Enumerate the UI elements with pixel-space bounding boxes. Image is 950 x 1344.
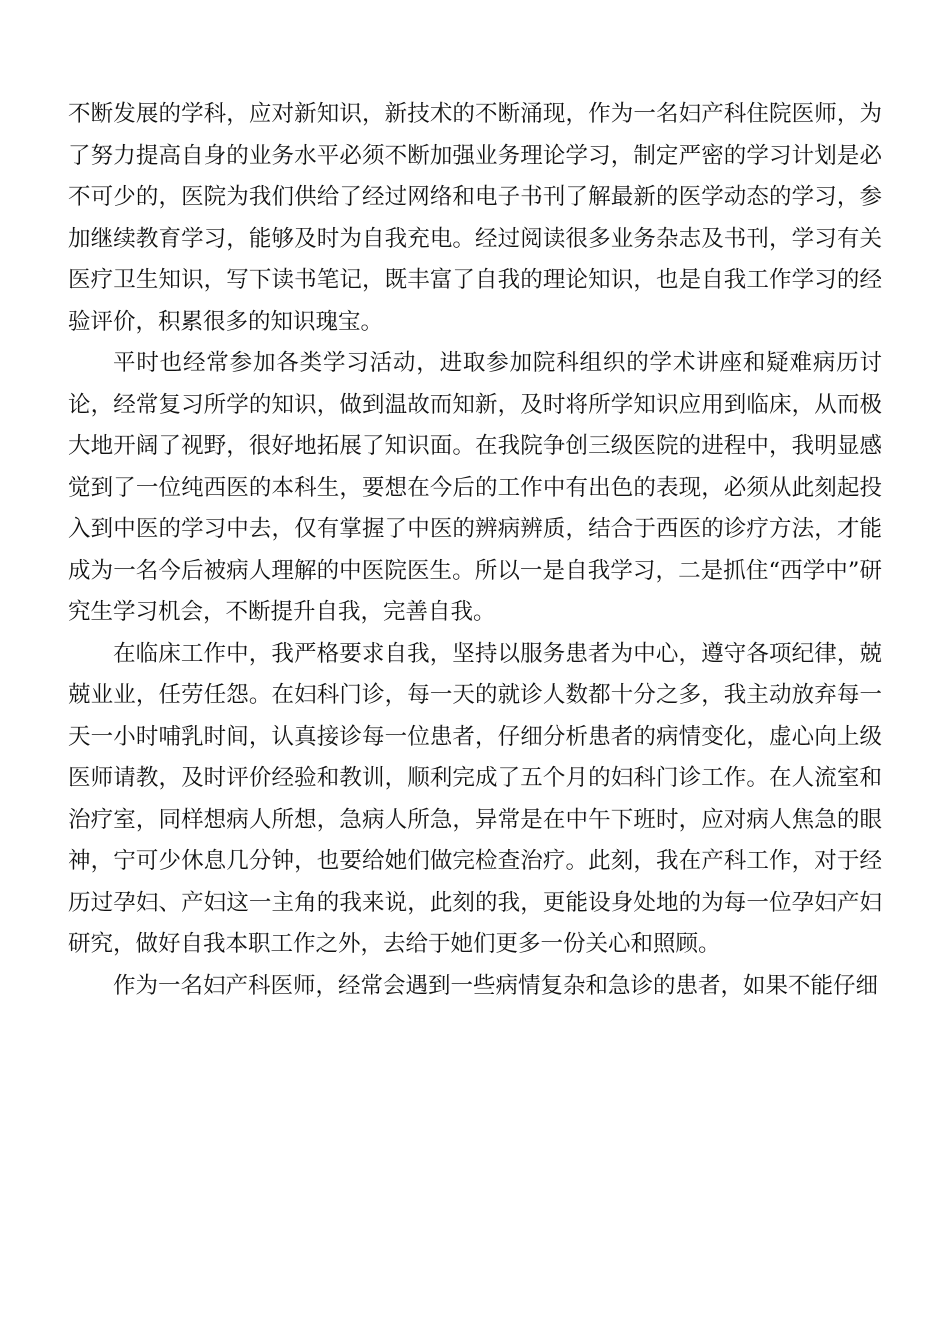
paragraph-4: 作为一名妇产科医师，经常会遇到一些病情复杂和急诊的患者，如果不能仔细 [113, 972, 879, 999]
paragraph-1: 不断发展的学科，应对新知识，新技术的不断涌现，作为一名妇产科住院医师，为了努力提高自身的业务水平必须不断加强业务理论学习，制定严密的学习计划是必不可少的，医院为我们供给了经过网络和电子书刊了解最新的医学动态的学习，参加继续教育学习，能够及时为自我充电。经过阅读很多业务杂志及书刊，学习有关医疗卫生知识，写下读书笔记，既丰富了自我的理论知识，也是自我工作学习的经验评价，积累很多的知识瑰宝。 [68, 101, 882, 335]
paragraph-2: 平时也经常参加各类学习活动，进取参加院科组织的学术讲座和疑难病历讨论，经常复习所学的知识，做到温故而知新，及时将所学知识应用到临床，从而极大地开阔了视野，很好地拓展了知识面。在我院争创三级医院的进程中，我明显感觉到了一位纯西医的本科生，要想在今后的工作中有出色的表现，必须从此刻起投入到中医的学习中去，仅有掌握了中医的辨病辨质，结合于西医的诊疗方法，才能成为一名今后被病人理解的中医院医生。所以一是自我学习，二是抓住“西学中”研究生学习机会，不断提升自我，完善自我。 [68, 350, 882, 625]
document-body [68, 94, 882, 1007]
paragraph-3: 在临床工作中，我严格要求自我，坚持以服务患者为中心，遵守各项纪律，兢兢业业，任劳任怨。在妇科门诊，每一天的就诊人数都十分之多，我主动放弃每一天一小时哺乳时间，认真接诊每一位患者，仔细分析患者的病情变化，虚心向上级医师请教，及时评价经验和教训，顺利完成了五个月的妇科门诊工作。在人流室和治疗室，同样想病人所想，急病人所急，异常是在中午下班时，应对病人焦急的眼神，宁可少休息几分钟，也要给她们做完检查治疗。此刻，我在产科工作，对于经历过孕妇、产妇这一主角的我来说，此刻的我，更能设身处地的为每一位孕妇产妇研究，做好自我本职工作之外，去给于她们更多一份关心和照顾。 [68, 640, 882, 957]
